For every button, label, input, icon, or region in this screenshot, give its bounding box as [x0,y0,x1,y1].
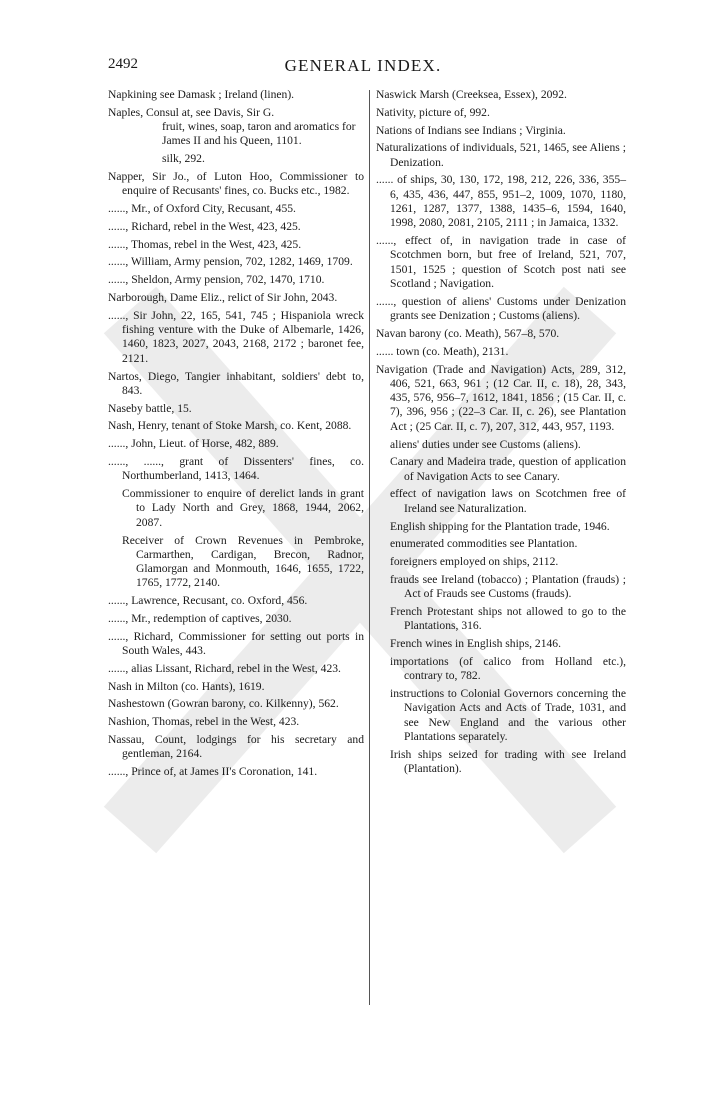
index-entry: ......, Prince of, at James II's Coronation, 141. [108,765,318,779]
index-entry: Nash in Milton (co. Hants), 1619. [108,679,265,693]
index-entry: ......, Richard, Commissioner for setting out ports in South Wales, 443. [108,629,364,658]
index-entry: Napper, Sir Jo., of Luton Hoo, Commissioner to enquire of Recusants' fines, co. Bucks etc., 1982. [108,169,364,198]
index-entry: French wines in English ships, 2146. [390,637,562,651]
index-entry: Canary and Madeira trade, question of application of Navigation Acts to see Canary. [390,455,626,483]
index-entry: ......, Sir John, 22, 165, 541, 745 ; Hispaniola wreck fishing venture with the Duke of Albemarle, 1426, 1460, 1823, 2027, 2043, 2168, 2172 ; baronet fee, 2121. [108,308,364,365]
index-entry: enumerated commodities see Plantation. [390,537,578,551]
index-entry: Navigation (Trade and Navigation) Acts, 289, 312, 406, 521, 663, 961 ; (12 Car. II, c. 18), 28, 343, 435, 576, 956–7, 1612, 1841, 1856 ; (15 Car. II, c. 7), 396, 956 ; (22–3 Car. II, c. 26), see Plantation Act ; (25 Car. II, c. 7), 207, 312, 443, 957, 1193. [376,362,626,433]
index-entry: fruit, wines, soap, taron and aromatics for James II and his Queen, 1101. [162,120,356,148]
index-entry: ......, Sheldon, Army pension, 702, 1470, 1710. [108,273,325,287]
index-entry: Naturalizations of individuals, 521, 1465, see Aliens ; Denization. [376,141,626,169]
index-entry: Nash, Henry, tenant of Stoke Marsh, co. Kent, 2088. [108,419,352,433]
index-entry: effect of navigation laws on Scotchmen free of Ireland see Naturalization. [390,487,626,515]
index-entry: ......, ......, grant of Dissenters' fines, co. Northumberland, 1413, 1464. [108,455,364,483]
running-title: GENERAL INDEX. [284,56,442,75]
index-entry: Naseby battle, 15. [108,401,192,415]
index-entry: ......, Richard, rebel in the West, 423, 425. [108,219,301,233]
index-entry: ......, Mr., redemption of captives, 2030. [108,612,292,625]
page-number: 2492 [108,56,138,72]
index-entry: English shipping for the Plantation trade, 1946. [390,519,610,533]
index-entry: Navan barony (co. Meath), 567–8, 570. [376,326,560,340]
index-entry: Naswick Marsh (Creeksea, Essex), 2092. [376,88,567,101]
index-entry: Nations of Indians see Indians ; Virginia. [376,123,566,137]
index-entry: ......, Mr., of Oxford City, Recusant, 455. [108,202,296,216]
index-entry: Irish ships seized for trading with see Ireland (Plantation). [390,747,626,775]
index-entry: foreigners employed on ships, 2112. [390,555,559,569]
page-header [108,56,618,80]
left-column [108,88,364,783]
index-entry: Nassau, Count, lodgings for his secretary and gentleman, 2164. [108,733,364,761]
index-entry: ...... town (co. Meath), 2131. [376,344,509,358]
index-entry: instructions to Colonial Governors concerning the Navigation Acts and Acts of Trade, 1031, and see New England and the various other Plantations separately. [390,686,626,743]
index-entry: aliens' duties under see Customs (aliens). [390,437,581,451]
index-entry: Nartos, Diego, Tangier inhabitant, soldiers' debt to, 843. [108,369,364,397]
index-entry: frauds see Ireland (tobacco) ; Plantation (frauds) ; Act of Frauds see Customs (frauds). [390,572,626,601]
index-entry: ...... of ships, 30, 130, 172, 198, 212, 226, 336, 355–6, 435, 436, 447, 855, 951–2, 1009, 1070, 1180, 1261, 1287, 1377, 1388, 1435–6, 1594, 1640, 1998, 2080, 2081, 2105, 2111 ; in Jamaica, 1332. [376,173,626,230]
index-entry: ......, Thomas, rebel in the West, 423, 425. [108,237,302,251]
index-entry: Nashion, Thomas, rebel in the West, 423. [108,715,300,729]
index-entry: Receiver of Crown Revenues in Pembroke, Carmarthen, Cardigan, Brecon, Radnor, Glamorgan and Monmouth, 1646, 1655, 1722, 1765, 1772, 2140. [122,533,364,590]
index-entry: ......, question of aliens' Customs under Denization grants see Denization ; Customs (aliens). [376,294,626,323]
index-entry: ......, John, Lieut. of Horse, 482, 889. [108,437,279,451]
index-entry: Nashestown (Gowran barony, co. Kilkenny), 562. [108,697,339,711]
index-entry: French Protestant ships not allowed to go to the Plantations, 316. [390,605,626,633]
index-entry: ......, Lawrence, Recusant, co. Oxford, 456. [108,594,308,608]
index-entry: ......, alias Lissant, Richard, rebel in the West, 423. [108,661,341,675]
right-column [376,88,626,780]
index-entry: ......, William, Army pension, 702, 1282, 1469, 1709. [108,255,353,269]
index-entry: importations (of calico from Holland etc.), contrary to, 782. [390,654,626,683]
index-entry: silk, 292. [162,152,205,166]
index-entry: Nativity, picture of, 992. [376,105,490,119]
index-entry: Narborough, Dame Eliz., relict of Sir John, 2043. [108,291,338,305]
index-entry: ......, effect of, in navigation trade in case of Scotchmen born, but free of Ireland, 521, 707, 1501, 1525 ; question of Scotch post nati see Scotland ; Navigation. [376,234,626,291]
index-entry: Napkining see Damask ; Ireland (linen). [108,88,295,101]
index-entry: Commissioner to enquire of derelict lands in grant to Lady North and Grey, 1868, 1944, 2062, 2087. [122,487,364,529]
index-entry: Naples, Consul at, see Davis, Sir G. [108,105,275,119]
column-divider [369,90,370,1005]
